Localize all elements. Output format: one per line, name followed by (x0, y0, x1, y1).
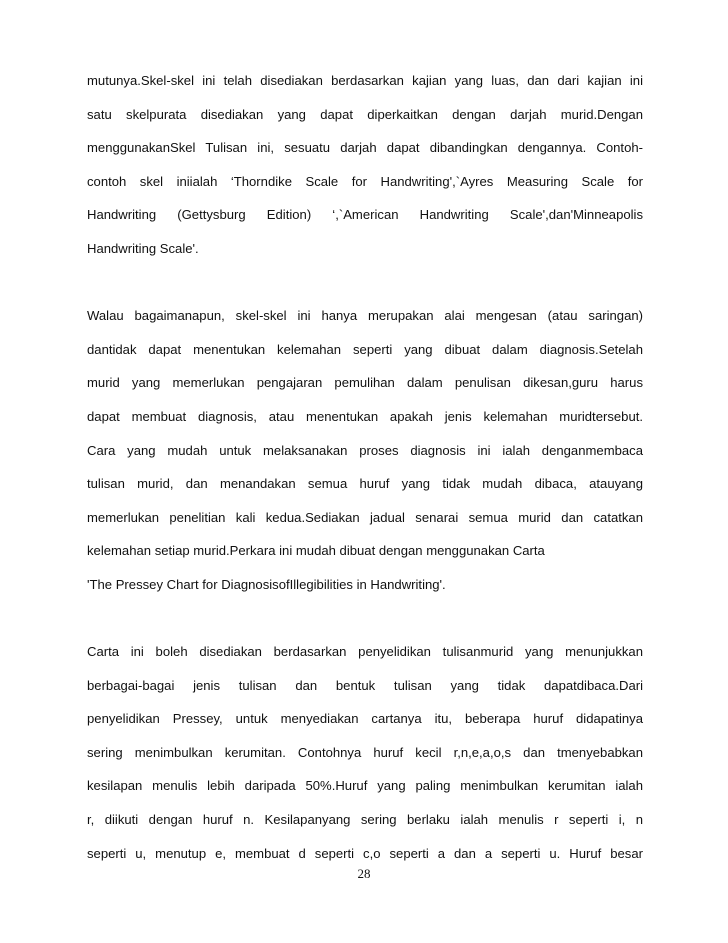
paragraph-1 (87, 64, 643, 266)
text-line: Carta ini boleh disediakan berdasarkan penyelidikan tulisanmurid yang menunjukkan (87, 644, 643, 660)
text-line: Cara yang mudah untuk melaksanakan proses diagnosis ini ialah denganmembaca (87, 442, 643, 458)
text-line: sering menimbulkan kerumitan. Contohnya huruf kecil r,n,e,a,o,s dan tmenyebabkan (87, 744, 643, 760)
text-line: contoh skel iniialah ‘Thorndike Scale for Handwriting',`Ayres Measuring Scale for (87, 173, 643, 189)
document-page (87, 64, 643, 870)
text-line: Handwriting (Gettysburg Edition) ‘,`American Handwriting Scale',dan'Minneapolis (87, 207, 643, 223)
page-number: 28 (357, 866, 371, 881)
text-line: seperti u, menutup e, membuat d seperti c,o seperti a dan a seperti u. Huruf besar (87, 845, 643, 861)
text-line: 'The Pressey Chart for DiagnosisofIllegibilities in Handwriting'. (87, 576, 446, 592)
text-line: Handwriting Scale'. (87, 240, 199, 256)
paragraph-spacer (87, 266, 643, 300)
text-line: kelemahan setiap murid.Perkara ini mudah dibuat dengan menggunakan Carta (87, 543, 545, 559)
text-line: mutunya.Skel-skel ini telah disediakan berdasarkan kajian yang luas, dan dari kajian ini (87, 73, 643, 88)
text-line: menggunakanSkel Tulisan ini, sesuatu darjah dapat dibandingkan dengannya. Contoh- (87, 140, 643, 156)
text-line: r, diikuti dengan huruf n. Kesilapanyang sering berlaku ialah menulis r seperti i, n (87, 812, 643, 828)
text-line: memerlukan penelitian kali kedua.Sediakan jadual senarai semua murid dan catatkan (87, 509, 643, 525)
text-line: murid yang memerlukan pengajaran pemulihan dalam penulisan dikesan,guru harus (87, 375, 643, 391)
text-line: Walau bagaimanapun, skel-skel ini hanya merupakan alai mengesan (atau saringan) (87, 308, 643, 324)
text-line: dapat membuat diagnosis, atau menentukan apakah jenis kelemahan muridtersebut. (87, 408, 643, 424)
text-line: berbagai-bagai jenis tulisan dan bentuk tulisan yang tidak dapatdibaca.Dari (87, 677, 643, 693)
text-line: satu skelpurata disediakan yang dapat diperkaitkan dengan darjah murid.Dengan (87, 106, 643, 122)
paragraph-2 (87, 299, 643, 601)
text-line: dantidak dapat menentukan kelemahan seperti yang dibuat dalam diagnosis.Setelah (87, 341, 643, 357)
paragraph-spacer (87, 602, 643, 636)
text-line: penyelidikan Pressey, untuk menyediakan cartanya itu, beberapa huruf didapatinya (87, 711, 643, 727)
text-line: kesilapan menulis lebih daripada 50%.Huruf yang paling menimbulkan kerumitan ialah (87, 778, 643, 794)
text-line: tulisan murid, dan menandakan semua huruf yang tidak mudah dibaca, atauyang (87, 476, 643, 492)
paragraph-3 (87, 635, 643, 870)
